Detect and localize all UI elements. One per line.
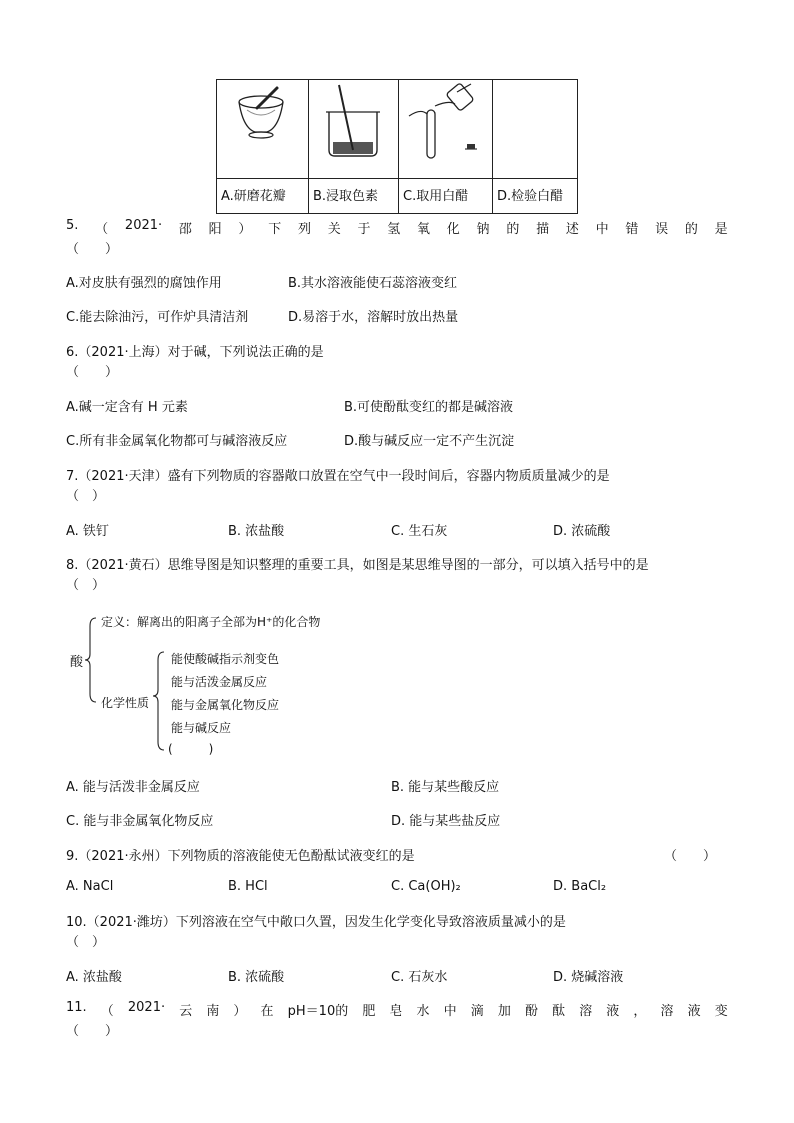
question-7-answer-paren: （ ） xyxy=(66,489,106,504)
q6-option-b[interactable]: B.可使酚酞变红的都是碱溶液 xyxy=(344,400,514,415)
mind-map-property-4: 能与碱反应 xyxy=(171,721,232,735)
q6-option-a[interactable]: A.碱一定含有 H 元素 xyxy=(66,400,188,415)
figure-cell-b xyxy=(309,80,399,213)
q10-option-b[interactable]: B. 浓硫酸 xyxy=(228,970,285,985)
q9-option-a[interactable]: A. NaCl xyxy=(66,879,114,894)
question-6-stem: 6.（2021·上海）对于碱，下列说法正确的是 xyxy=(66,345,324,360)
experiment-figure-table xyxy=(216,79,578,214)
mind-map-blank-property: ( ) xyxy=(168,742,214,756)
q7-option-d[interactable]: D. 浓硫酸 xyxy=(553,524,611,539)
pouring-into-test-tube-icon xyxy=(399,80,493,178)
mortar-pestle-icon xyxy=(217,80,309,178)
question-9-stem: 9.（2021·永州）下列物质的溶液能使无色酚酞试液变红的是 xyxy=(66,849,415,864)
q6-option-c[interactable]: C.所有非金属氧化物都可与碱溶液反应 xyxy=(66,434,288,449)
q8-option-a[interactable]: A. 能与活泼非金属反应 xyxy=(66,780,200,795)
q10-option-a[interactable]: A. 浓盐酸 xyxy=(66,970,122,985)
question-9-answer-paren: （ ） xyxy=(664,849,717,864)
q8-option-d[interactable]: D. 能与某些盐反应 xyxy=(391,814,501,829)
mind-map-chemical-properties-label: 化学性质 xyxy=(101,696,150,710)
q10-option-c[interactable]: C. 石灰水 xyxy=(391,970,448,985)
q7-option-a[interactable]: A. 铁钉 xyxy=(66,524,109,539)
question-6-answer-paren: （ ） xyxy=(66,365,119,380)
mind-map-property-1: 能使酸碱指示剂变色 xyxy=(171,652,280,666)
q10-option-d[interactable]: D. 烧碱溶液 xyxy=(553,970,624,985)
q5-option-d[interactable]: D.易溶于水，溶解时放出热量 xyxy=(288,310,459,325)
mind-map-root: 酸 xyxy=(70,655,84,670)
question-5-answer-paren: （ ） xyxy=(66,242,119,257)
q5-option-c[interactable]: C.能去除油污，可作炉具清洁剂 xyxy=(66,310,249,325)
caption-c: C.取用白醋 xyxy=(399,178,492,213)
q7-option-b[interactable]: B. 浓盐酸 xyxy=(228,524,285,539)
question-8-answer-paren: （ ） xyxy=(66,578,106,593)
mind-map-property-3: 能与金属氧化物反应 xyxy=(171,698,280,712)
question-7-stem: 7.（2021·天津）盛有下列物质的容器敞口放置在空气中一段时间后，容器内物质质量减少的是 xyxy=(66,469,610,484)
q6-option-d[interactable]: D.酸与碱反应一定不产生沉淀 xyxy=(344,434,515,449)
question-8-stem: 8.（2021·黄石）思维导图是知识整理的重要工具，如图是某思维导图的一部分，可以填入括号中的是 xyxy=(66,558,649,573)
q9-option-b[interactable]: B. HCl xyxy=(228,879,268,894)
mind-map-property-2: 能与活泼金属反应 xyxy=(171,675,268,689)
caption-a: A.研磨花瓣 xyxy=(217,178,308,213)
q9-option-d[interactable]: D. BaCl₂ xyxy=(553,879,607,894)
q9-option-c[interactable]: C. Ca(OH)₂ xyxy=(391,879,461,894)
question-10-answer-paren: （ ） xyxy=(66,935,106,950)
q8-option-b[interactable]: B. 能与某些酸反应 xyxy=(391,780,500,795)
mind-map-braces xyxy=(84,612,174,760)
figure-cell-d xyxy=(493,80,577,213)
question-11-stem: 11. （ 2021· 云 南 ） 在 pH＝10的 肥 皂 水 中 滴 加 酚 酞 溶 液 ， 溶 液 变 xyxy=(66,1000,728,1019)
caption-d: D.检验白醋 xyxy=(493,178,577,213)
q8-option-c[interactable]: C. 能与非金属氧化物反应 xyxy=(66,814,214,829)
question-10-stem: 10.（2021·潍坊）下列溶液在空气中敞口久置，因发生化学变化导致溶液质量减小的是 xyxy=(66,915,566,930)
mind-map-definition: 定义：解离出的阳离子全部为H⁺的化合物 xyxy=(101,615,321,629)
figure-cell-a xyxy=(217,80,309,213)
q5-option-a[interactable]: A.对皮肤有强烈的腐蚀作用 xyxy=(66,276,222,291)
beaker-stirring-icon xyxy=(309,80,399,178)
question-11-answer-paren: （ ） xyxy=(66,1024,119,1039)
question-5-stem: 5. （ 2021· 邵 阳 ） 下 列 关 于 氢 氧 化 钠 的 描 述 中 错 误 的 是 xyxy=(66,218,728,237)
q5-option-b[interactable]: B.其水溶液能使石蕊溶液变红 xyxy=(288,276,458,291)
caption-b: B.浸取色素 xyxy=(309,178,398,213)
q7-option-c[interactable]: C. 生石灰 xyxy=(391,524,448,539)
figure-cell-c xyxy=(399,80,493,213)
